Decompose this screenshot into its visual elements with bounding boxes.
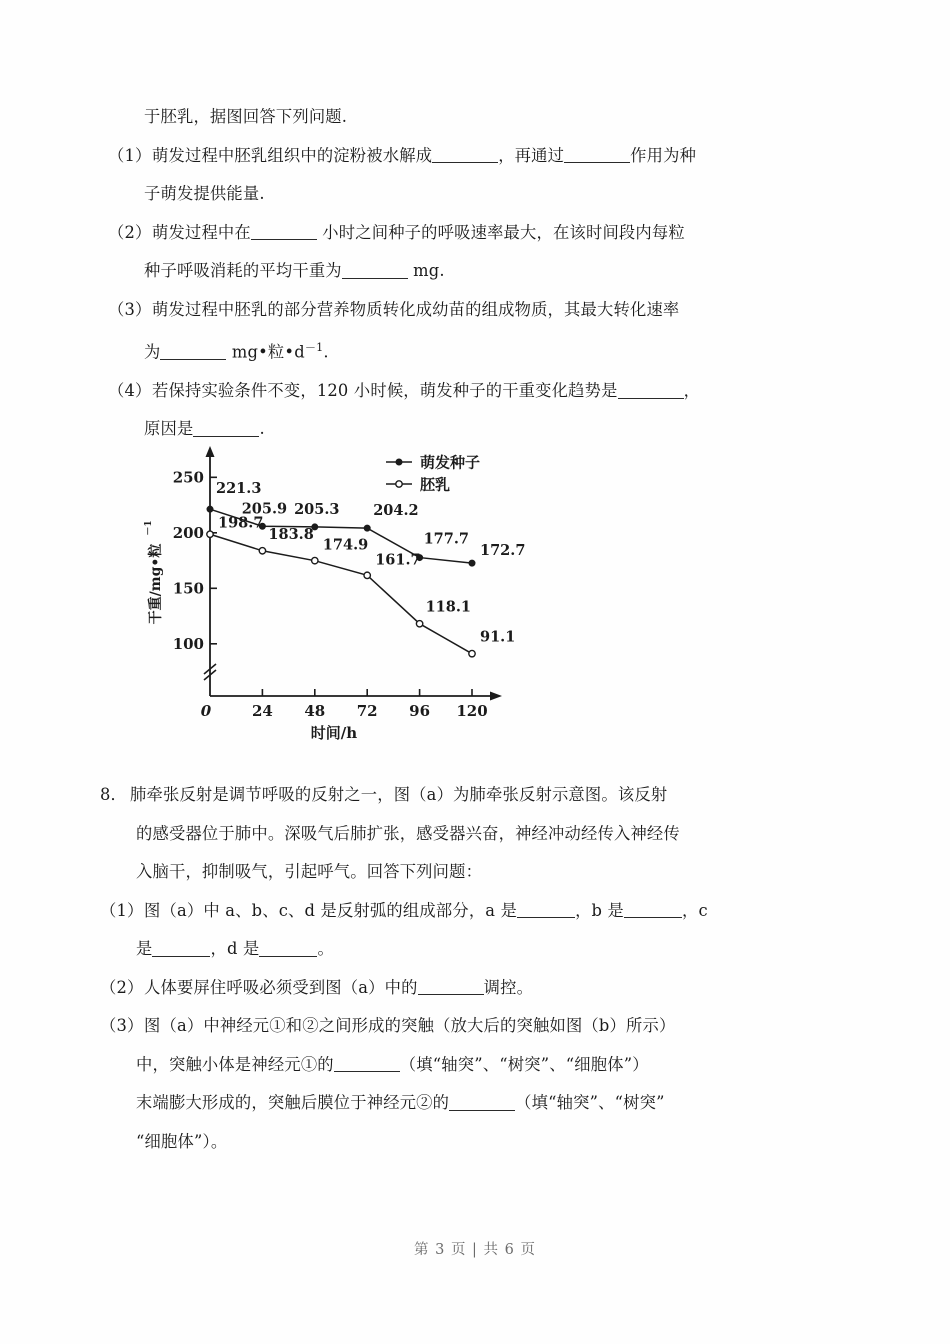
data-label: 172.7 bbox=[480, 542, 526, 560]
line-text: 原因是 . bbox=[144, 419, 265, 439]
data-point-open bbox=[312, 557, 318, 563]
data-label: 118.1 bbox=[425, 598, 472, 616]
line-text: 为 mg•粒$•d^{-1}$. bbox=[144, 341, 329, 362]
text-line-l2 bbox=[108, 175, 823, 214]
line-text: “细胞体”）。 bbox=[136, 1131, 228, 1151]
y-tick-label: 200 bbox=[172, 523, 204, 542]
text-line-m6 bbox=[100, 1007, 823, 1046]
x-tick-label: 120 bbox=[456, 702, 488, 720]
text-line-l1 bbox=[108, 137, 823, 176]
x-axis-arrow bbox=[490, 692, 502, 701]
data-label: 174.9 bbox=[322, 536, 369, 554]
y-tick-label: 100 bbox=[172, 634, 204, 653]
data-label: 205.9 bbox=[241, 500, 288, 518]
line-text: 若保持实验条件不变，120 小时候，萌发种子的干重变化趋势是 ， bbox=[152, 380, 701, 400]
data-label: 183.8 bbox=[268, 525, 314, 543]
x-tick-label: 72 bbox=[356, 702, 378, 720]
data-label: 205.3 bbox=[294, 500, 340, 518]
text-line-l6 bbox=[108, 329, 823, 372]
y-axis-title-sup: －1 bbox=[144, 520, 154, 536]
line-marker: （2） bbox=[100, 977, 144, 997]
legend-marker-open bbox=[396, 481, 402, 487]
x-tick-label: 24 bbox=[251, 702, 273, 720]
line-text: 萌发过程中胚乳的部分营养物质转化成幼苗的组成物质，其最大转化速率 bbox=[152, 299, 680, 319]
legend-marker-filled bbox=[396, 459, 402, 465]
line-marker: （2） bbox=[108, 222, 152, 242]
line-text: 中，突触小体是神经元①的 （填“轴突”、“树突”、“细胞体”） bbox=[136, 1054, 649, 1074]
x-axis-title: 时间/h bbox=[310, 724, 358, 742]
text-line-l3 bbox=[108, 214, 823, 253]
page-footer: 第 3 页 | 共 6 页 bbox=[414, 1242, 536, 1258]
dry-weight-line-chart bbox=[134, 434, 550, 762]
y-axis-arrow bbox=[206, 446, 215, 457]
line-text: 入脑干，抑制吸气，引起呼气。回答下列问题： bbox=[136, 862, 483, 881]
text-line-m7 bbox=[100, 1046, 823, 1085]
data-point-open bbox=[364, 572, 370, 578]
question-8-text-block bbox=[100, 776, 823, 1161]
data-point-open bbox=[416, 621, 422, 627]
y-axis-title: 干重/mg•粒 bbox=[148, 543, 164, 625]
data-label: 161.7 bbox=[375, 551, 421, 569]
legend-label: 萌发种子 bbox=[420, 453, 481, 472]
data-label: 177.7 bbox=[423, 530, 470, 548]
data-label: 91.1 bbox=[480, 628, 516, 646]
text-line-m4 bbox=[100, 930, 823, 969]
line-text: 图（a）中 a、b、c、d 是反射弧的组成部分，a 是 ，b 是 ，c bbox=[144, 900, 708, 920]
text-line-m3 bbox=[100, 892, 823, 931]
x-tick-label: 48 bbox=[304, 702, 326, 720]
y-tick-label: 150 bbox=[172, 579, 204, 598]
line-text: 子萌发提供能量. bbox=[144, 184, 265, 203]
text-line-m2 bbox=[100, 853, 823, 892]
line-text: 是 ，d 是 。 bbox=[136, 939, 334, 958]
text-line-m0 bbox=[100, 776, 823, 815]
line-marker: （1） bbox=[108, 145, 152, 165]
y-tick-label: 250 bbox=[172, 468, 204, 487]
data-point-filled bbox=[469, 560, 475, 566]
line-text: 种子呼吸消耗的平均干重为 mg. bbox=[144, 261, 445, 280]
line-marker: 8． bbox=[100, 785, 128, 804]
line-marker: （3） bbox=[100, 1016, 144, 1035]
data-label: 204.2 bbox=[373, 502, 419, 520]
x-tick-label: 0 bbox=[200, 702, 212, 720]
text-line-l7 bbox=[108, 372, 823, 411]
data-label: 221.3 bbox=[216, 480, 262, 498]
text-line-m1 bbox=[100, 815, 823, 854]
text-line-l0 bbox=[108, 98, 823, 137]
data-point-filled bbox=[364, 525, 370, 531]
line-text: 图（a）中神经元①和②之间形成的突触（放大后的突触如图（b）所示） bbox=[144, 1016, 676, 1035]
data-point-open bbox=[469, 650, 475, 656]
chart-canvas bbox=[134, 434, 550, 762]
text-line-l4 bbox=[108, 252, 823, 291]
line-text: 人体要屏住呼吸必须受到图（a）中的 调控。 bbox=[144, 977, 534, 997]
data-point-open bbox=[259, 548, 265, 554]
data-point-filled bbox=[207, 506, 213, 512]
question-7-text-block bbox=[108, 98, 823, 449]
line-text: 肺牵张反射是调节呼吸的反射之一，图（a）为肺牵张反射示意图。该反射 bbox=[130, 785, 668, 804]
line-text: 萌发过程中胚乳组织中的淀粉被水解成 ，再通过 作用为种 bbox=[152, 145, 697, 165]
line-text: 末端膨大形成的，突触后膜位于神经元②的 （填“轴突”、“树突” bbox=[136, 1093, 665, 1112]
text-line-l5 bbox=[108, 291, 823, 330]
line-marker: （3） bbox=[108, 299, 152, 319]
x-tick-label: 96 bbox=[409, 702, 431, 720]
text-line-m9 bbox=[100, 1123, 823, 1162]
line-text: 的感受器位于肺中。深吸气后肺扩张，感受器兴奋，神经冲动经传入神经传 bbox=[136, 823, 680, 843]
line-marker: （1） bbox=[100, 900, 144, 920]
data-point-open bbox=[207, 531, 213, 537]
line-text: 于胚乳，据图回答下列问题. bbox=[144, 107, 348, 126]
line-text: 萌发过程中在 小时之间种子的呼吸速率最大，在该时间段内每粒 bbox=[152, 222, 685, 242]
data-label: 198.7 bbox=[218, 514, 264, 532]
text-line-m5 bbox=[100, 969, 823, 1008]
legend-label: 胚乳 bbox=[420, 475, 451, 494]
line-marker: （4） bbox=[108, 380, 152, 400]
text-line-m8 bbox=[100, 1084, 823, 1123]
